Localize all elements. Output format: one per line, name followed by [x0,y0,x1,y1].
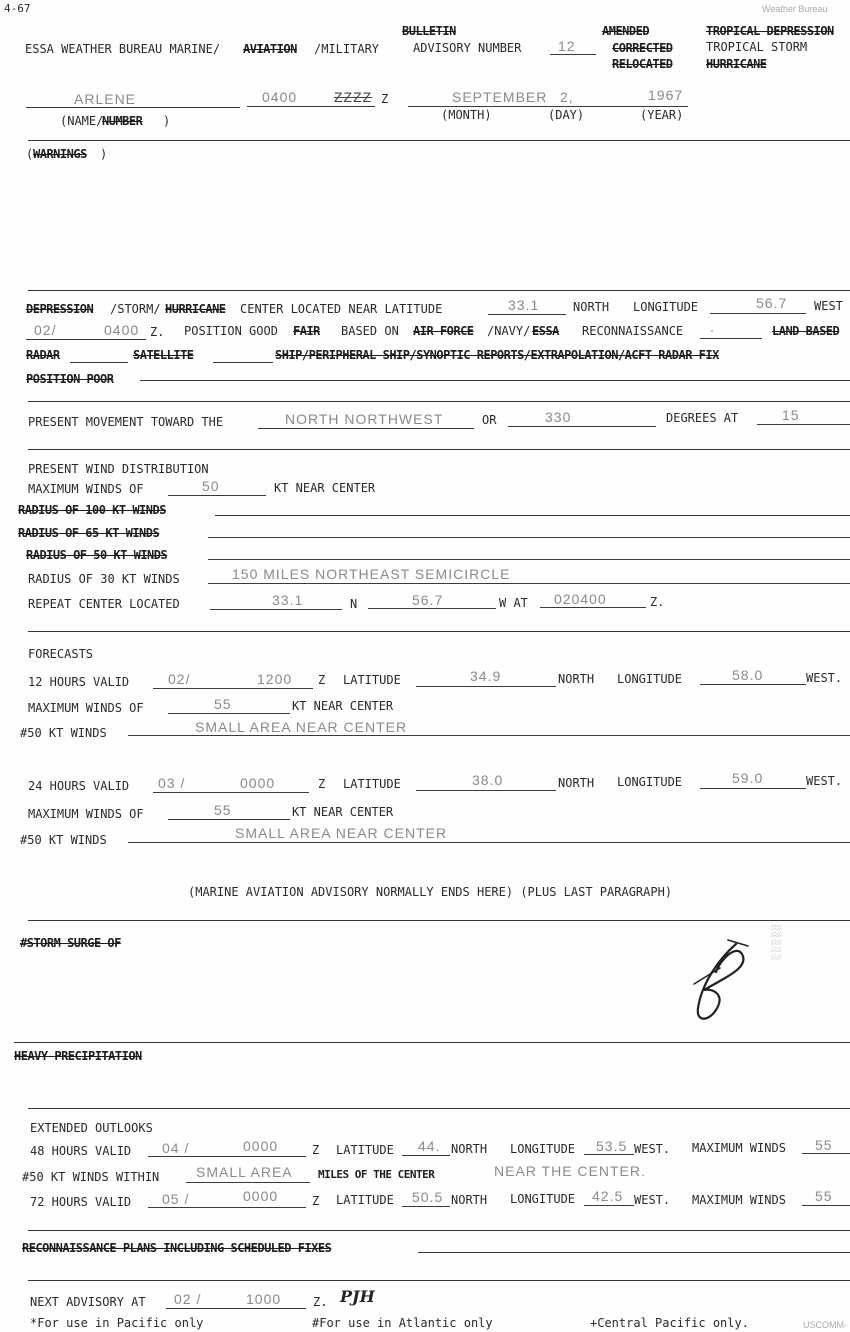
zone-letter: Z [381,92,389,106]
radius-100kt-option: RADIUS OF 100 KT WINDS [18,503,166,517]
advisory-number-label: ADVISORY NUMBER [413,41,522,55]
name-label-tail: ) [163,114,171,128]
corrected-option: CORRECTED [612,41,673,55]
land-based-option: LAND BASED [772,324,840,338]
tropical-depression-option: TROPICAL DEPRESSION [706,24,834,38]
radius-30kt-label: RADIUS OF 30 KT WINDS [28,572,180,586]
radius-30kt-value: 150 MILES NORTHEAST SEMICIRCLE [232,566,511,582]
f12-west: WEST. [806,671,843,685]
o72-latitude: 50.5 [412,1189,444,1205]
reconnaissance-label: RECONNAISSANCE [582,324,684,338]
f12-latitude: 34.9 [470,668,502,684]
f12-north: NORTH [558,672,595,686]
o48-north: NORTH [451,1142,488,1156]
depression-option: DEPRESSION [26,302,94,316]
o48-max-value: 55 [815,1137,833,1153]
center-day: 02/ [34,322,57,338]
warnings-label: WARNINGS [33,147,87,161]
west-label: WEST [814,299,843,313]
o72-west: WEST. [634,1193,671,1207]
repeat-center-label: REPEAT CENTER LOCATED [28,597,180,611]
north-label: NORTH [573,300,610,314]
f24-latitude: 38.0 [472,772,504,788]
forecasts-heading: FORECASTS [28,647,94,661]
wind-distribution-heading: PRESENT WIND DISTRIBUTION [28,462,209,476]
advisory-end-notice: (MARINE AVIATION ADVISORY NORMALLY ENDS HERE) (PLUS LAST PARAGRAPH) [188,885,673,899]
handwritten-signature [690,938,760,1031]
stamp-mark: ░░░░░ [770,925,780,963]
max-winds-label: MAXIMUM WINDS OF [28,482,144,496]
o48-day: 04 / [162,1140,190,1156]
issue-year: 1967 [648,87,684,103]
max-winds-value: 50 [202,478,220,494]
repeat-time: 020400 [554,591,607,607]
o72-max-value: 55 [815,1188,833,1204]
tropical-storm-option: TROPICAL STORM [706,40,808,54]
f24-day: 03 / [158,775,186,791]
f12-max-value: 55 [214,696,232,712]
f24-kt50-label: #50 KT WINDS [20,833,107,847]
o48-max-label: MAXIMUM WINDS [692,1141,786,1155]
center-longitude: 56.7 [756,295,788,311]
essa-option: ESSA [532,324,559,338]
o48-time: 0000 [243,1138,279,1154]
f24-west: WEST. [806,774,843,788]
issue-day: 2, [560,89,574,105]
f24-z: Z [318,777,326,791]
o72-max-label: MAXIMUM WINDS [692,1193,786,1207]
observation-sources: SHIP/PERIPHERAL SHIP/SYNOPTIC REPORTS/EXTRAPOLATION/ACFT RADAR FIX [275,348,719,362]
relocated-option: RELOCATED [612,57,673,71]
f12-lon-label: LONGITUDE [617,672,683,686]
heavy-precipitation-option: HEAVY PRECIPITATION [14,1049,142,1063]
storm-name: ARLENE [74,91,137,107]
f24-label: 24 HOURS VALID [28,779,130,793]
o48-label: 48 HOURS VALID [30,1144,132,1158]
o72-lat-label: LATITUDE [336,1193,394,1207]
fair-option: FAIR [293,324,320,338]
handwritten-initials: PJH [340,1287,375,1306]
f24-lon-label: LONGITUDE [617,775,683,789]
o72-time: 0000 [243,1188,279,1204]
f12-day: 02/ [168,671,191,687]
name-label: (NAME/ [60,114,104,128]
page-reference: 4-67 [4,2,31,15]
o48-kt50-tail: NEAR THE CENTER. [494,1163,646,1179]
o48-longitude: 53.5 [596,1138,628,1154]
o48-kt50-value: SMALL AREA [196,1164,293,1180]
footnote-atlantic: #For use in Atlantic only [312,1316,493,1330]
f12-near-center: KT NEAR CENTER [292,699,394,713]
miles-of-center: MILES OF THE CENTER [318,1168,435,1181]
month-label: (MONTH) [441,108,492,122]
repeat-latitude: 33.1 [272,592,304,608]
z-label: Z. [150,325,165,339]
f12-z: Z [318,673,326,687]
movement-direction: NORTH NORTHWEST [285,411,444,427]
movement-label: PRESENT MOVEMENT TOWARD THE [28,415,224,429]
header-title-tail: /MILITARY [314,42,380,56]
o72-day: 05 / [162,1191,190,1207]
f24-time: 0000 [240,775,276,791]
or-label: OR [482,413,497,427]
f24-north: NORTH [558,776,595,790]
f12-longitude: 58.0 [732,667,764,683]
o72-north: NORTH [451,1193,488,1207]
o72-lon-label: LONGITUDE [510,1192,576,1206]
day-label: (DAY) [548,108,585,122]
recon-plans-option: RECONNAISSANCE PLANS INCLUDING SCHEDULED FIXES [22,1241,332,1255]
footnote-pacific: *For use in Pacific only [30,1316,204,1330]
header-title: ESSA WEATHER BUREAU MARINE/ [25,42,221,56]
degrees-at-label: DEGREES AT [666,411,739,425]
storm-option: /STORM/ [110,302,161,316]
hurricane-option: HURRICANE [706,57,767,71]
logo-text: Weather Bureau [762,4,828,14]
amended-option: AMENDED [602,24,650,38]
o72-longitude: 42.5 [592,1188,624,1204]
footnote-central: +Central Pacific only. [590,1316,749,1330]
radar-option: RADAR [26,348,60,362]
name-label-struck: NUMBER [102,114,143,128]
f12-label: 12 HOURS VALID [28,675,130,689]
f24-kt50-value: SMALL AREA NEAR CENTER [235,825,448,841]
o48-lat-label: LATITUDE [336,1143,394,1157]
f12-lat-label: LATITUDE [343,673,401,687]
center-located-label: CENTER LOCATED NEAR LATITUDE [240,302,443,316]
longitude-label: LONGITUDE [633,300,699,314]
next-advisory-day: 02 / [174,1291,202,1307]
f12-time: 1200 [257,671,293,687]
o48-west: WEST. [634,1142,671,1156]
year-label: (YEAR) [640,108,684,122]
navy-option: /NAVY/ [487,324,531,338]
air-force-option: AIR FORCE [413,324,474,338]
f24-longitude: 59.0 [732,770,764,786]
header-title-struck: AVIATION [243,42,297,56]
position-good-label: POSITION GOOD [184,324,278,338]
o72-label: 72 HOURS VALID [30,1195,132,1209]
next-advisory-label: NEXT ADVISORY AT [30,1295,146,1309]
issue-time: 0400 [262,89,298,105]
o48-latitude: 44. [418,1138,441,1154]
f24-max-value: 55 [214,802,232,818]
reconnaissance-value: . [710,319,715,335]
o48-kt50-label: #50 KT WINDS WITHIN [22,1170,160,1184]
hurricane-center-option: HURRICANE [165,302,226,316]
form-code: USCOMM- [803,1320,847,1330]
f12-kt50-label: #50 KT WINDS [20,726,107,740]
next-advisory-time: 1000 [246,1291,282,1307]
advisory-number-value: 12 [558,38,576,54]
f12-kt50-value: SMALL AREA NEAR CENTER [195,719,408,735]
f24-lat-label: LATITUDE [343,777,401,791]
radius-65kt-option: RADIUS OF 65 KT WINDS [18,526,160,540]
repeat-longitude: 56.7 [412,592,444,608]
issue-month: SEPTEMBER [452,89,548,105]
near-center-label: KT NEAR CENTER [274,481,376,495]
satellite-option: SATELLITE [133,348,194,362]
zone-struck: ZZZZ [334,89,373,105]
outlooks-heading: EXTENDED OUTLOOKS [30,1121,153,1135]
repeat-z-label: Z. [650,595,665,609]
o48-z: Z [312,1143,320,1157]
movement-speed: 15 [782,407,800,423]
bulletin-option: BULLETIN [402,24,456,38]
storm-surge-option: #STORM SURGE OF [20,936,121,950]
o72-z: Z [312,1194,320,1208]
based-on-label: BASED ON [341,324,399,338]
n-label: N [350,597,358,611]
o48-lon-label: LONGITUDE [510,1142,576,1156]
movement-degrees: 330 [545,409,572,425]
f12-max-label: MAXIMUM WINDS OF [28,701,144,715]
f24-near-center: KT NEAR CENTER [292,805,394,819]
w-at-label: W AT [499,596,528,610]
next-advisory-z: Z. [313,1295,328,1309]
radius-50kt-option: RADIUS OF 50 KT WINDS [26,548,168,562]
center-latitude: 33.1 [508,297,540,313]
f24-max-label: MAXIMUM WINDS OF [28,807,144,821]
position-poor-option: POSITION POOR [26,372,114,386]
center-time: 0400 [104,322,140,338]
